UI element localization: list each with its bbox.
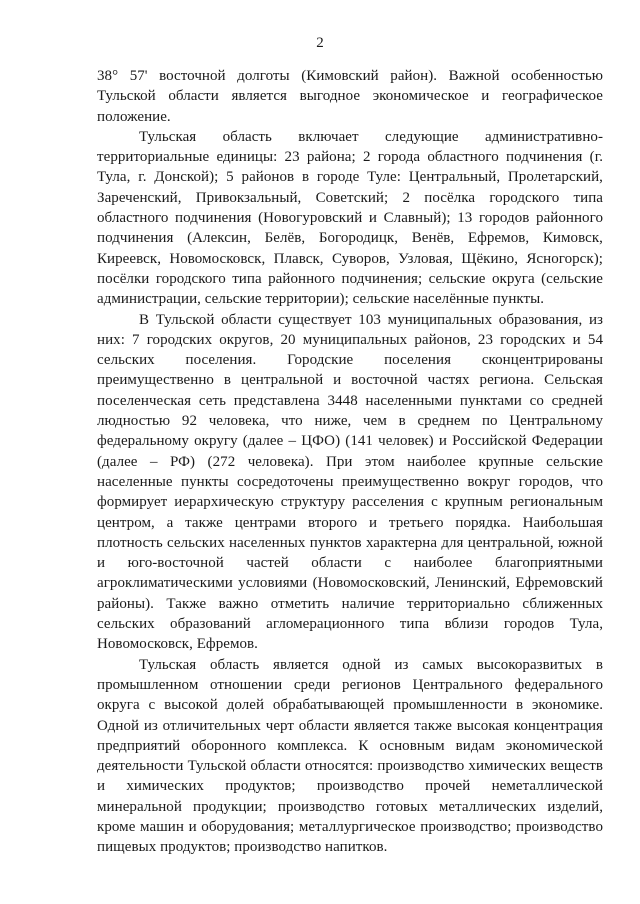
page-number: 2 — [316, 35, 324, 51]
paragraph-industry: Тульская область является одной из самых высокоразвитых в промышленном отношении среди регионов Центрального федерального округа с высокой долей обрабатывающей промышленности в экономике. Одной из отличительных черт области является также высокая концентрация предприятий оборонного комплекса. К основным видам экономической деятельности Тульской области относятся: производство химических веществ и химических продуктов; производство прочей неметаллической минеральной продукции; производство готовых металлических изделий, кроме машин и оборудования; металлургическое производство; производство пищевых продуктов; производство напитков. — [97, 656, 603, 856]
paragraph-coordinates: 38° 57' восточной долготы (Кимовский район). Важной особенностью Тульской области является выгодное экономическое и географическое положение. — [97, 68, 603, 125]
paragraph-administrative-units: Тульская область включает следующие административно-территориальные единицы: 23 района; 2 города областного подчинения (г. Тула, г. Донской); 5 районов в городе Туле: Центральный, Пролетарский, Зареченский, Привокзальный, Советский; 2 посёлка городского типа областного подчинения (Новогуровский и Славный); 13 городов районного подчинения (Алексин, Белёв, Богородицк, Венёв, Ефремов, Кимовск, Киреевск, Новомосковск, Плавск, Суворов, Узловая, Щёкино, Ясногорск); посёлки городского типа районного подчинения; сельские округа (сельские администрации, сельские территории); сельские населённые пункты. — [97, 128, 603, 308]
document-body — [97, 66, 603, 858]
paragraph-municipalities: В Тульской области существует 103 муниципальных образования, из них: 7 городских округов, 20 муниципальных районов, 23 городских и 54 сельских поселения. Городские поселения сконцентрированы преимущественно в центральной и восточной частях региона. Сельская поселенческая сеть представлена 3448 населенными пунктами со средней людностью 92 человека, что ниже, чем в среднем по Центральному федеральному округу (далее – ЦФО) (141 человек) и Российской Федерации (далее – РФ) (272 человека). При этом наиболее крупные сельские населенные пункты сосредоточены преимущественно вокруг городов, что формирует иерархическую структуру расселения с крупным региональным центром, а также центрами второго и третьего порядка. Наибольшая плотность сельских населенных пунктов характерна для центральной, южной и юго-восточной частей области с наиболее благоприятными агроклиматическими условиями (Новомосковский, Ленинский, Ефремовский районы). Также важно отметить наличие территориально сближенных сельских образований агломерационного типа вблизи городов Тула, Новомосковск, Ефремов. — [97, 311, 603, 653]
